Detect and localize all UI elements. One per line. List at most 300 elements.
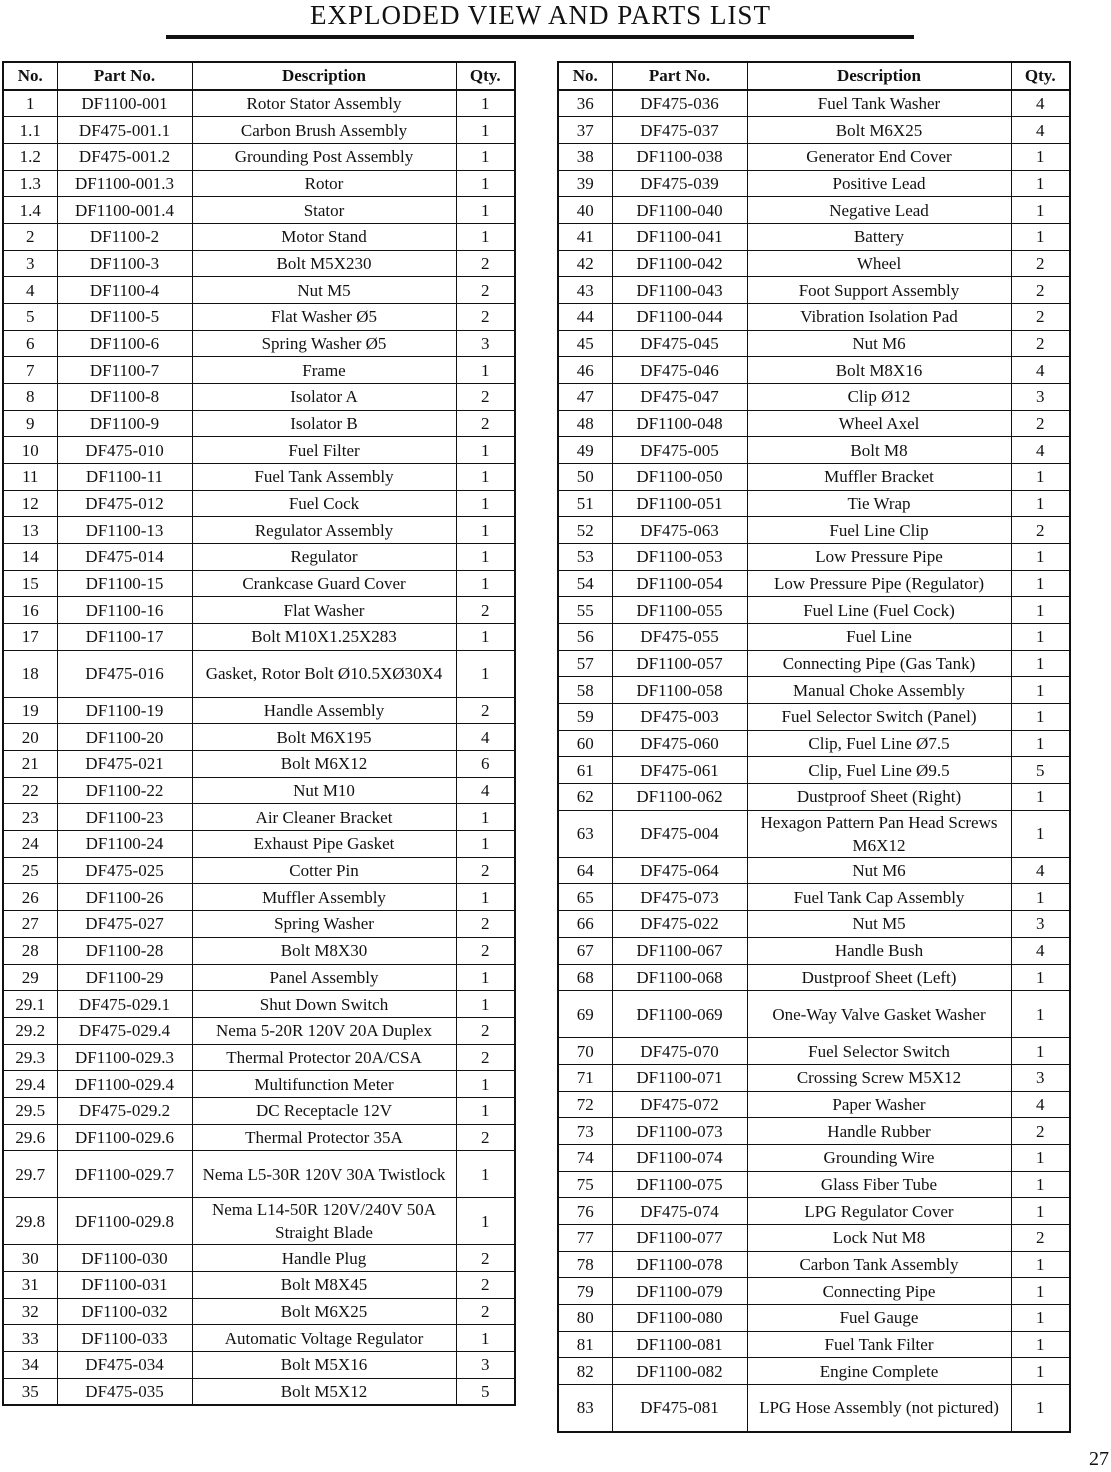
table-row [3, 697, 515, 724]
cell-no: 25 [3, 857, 57, 884]
cell-no: 71 [558, 1064, 612, 1091]
cell-no: 49 [558, 437, 612, 464]
cell-no: 46 [558, 357, 612, 384]
cell-part: DF1100-7 [57, 357, 192, 384]
cell-qty: 1 [456, 964, 515, 991]
cell-desc: Positive Lead [747, 170, 1011, 197]
cell-part: DF475-029.4 [57, 1017, 192, 1044]
cell-desc: Lock Nut M8 [747, 1224, 1011, 1251]
cell-desc: Vibration Isolation Pad [747, 304, 1011, 331]
table-row [3, 1071, 515, 1098]
cell-no: 65 [558, 884, 612, 911]
cell-desc: Paper Washer [747, 1091, 1011, 1118]
cell-part: DF475-021 [57, 751, 192, 778]
cell-part: DF475-003 [612, 704, 747, 731]
table-row [3, 624, 515, 651]
cell-desc: Bolt M5X12 [192, 1378, 456, 1405]
cell-part: DF1100-3 [57, 250, 192, 277]
cell-qty: 1 [1011, 624, 1070, 651]
table-row [3, 490, 515, 517]
cell-no: 18 [3, 650, 57, 697]
cell-part: DF1100-050 [612, 464, 747, 491]
cell-qty: 1 [456, 224, 515, 251]
parts-table-left [2, 61, 516, 1406]
table-row [3, 384, 515, 411]
cell-part: DF1100-040 [612, 197, 747, 224]
cell-part: DF1100-082 [612, 1358, 747, 1385]
cell-no: 83 [558, 1384, 612, 1432]
cell-qty: 2 [456, 1245, 515, 1272]
page-number: 27 [1089, 1448, 1109, 1470]
cell-part: DF1100-13 [57, 517, 192, 544]
cell-part: DF475-004 [612, 810, 747, 857]
table-row [558, 1091, 1070, 1118]
table-row [558, 90, 1070, 117]
table-row [558, 1171, 1070, 1198]
cell-qty: 1 [1011, 964, 1070, 991]
table-row [558, 1144, 1070, 1171]
cell-part: DF475-001.2 [57, 144, 192, 171]
cell-desc: Grounding Wire [747, 1144, 1011, 1171]
table-row [558, 1358, 1070, 1385]
cell-desc: DC Receptacle 12V [192, 1097, 456, 1124]
cell-qty: 1 [1011, 144, 1070, 171]
cell-no: 35 [3, 1378, 57, 1405]
cell-no: 57 [558, 650, 612, 677]
table-row [558, 1064, 1070, 1091]
cell-desc: Cotter Pin [192, 857, 456, 884]
table-row [3, 650, 515, 697]
cell-part: DF1100-062 [612, 784, 747, 811]
table-row [558, 1331, 1070, 1358]
table-row [3, 724, 515, 751]
cell-part: DF475-037 [612, 117, 747, 144]
cell-no: 36 [558, 90, 612, 117]
cell-no: 82 [558, 1358, 612, 1385]
cell-qty: 1 [1011, 490, 1070, 517]
cell-no: 76 [558, 1198, 612, 1225]
table-row [3, 304, 515, 331]
cell-qty: 1 [1011, 1198, 1070, 1225]
table-row [558, 250, 1070, 277]
cell-qty: 1 [456, 490, 515, 517]
cell-qty: 2 [456, 410, 515, 437]
cell-desc: Dustproof Sheet (Right) [747, 784, 1011, 811]
cell-desc: Nut M5 [192, 277, 456, 304]
cell-qty: 1 [1011, 1331, 1070, 1358]
cell-qty: 2 [1011, 1224, 1070, 1251]
title-underline [166, 35, 914, 39]
cell-part: DF1100-15 [57, 570, 192, 597]
cell-no: 1.4 [3, 197, 57, 224]
cell-part: DF475-039 [612, 170, 747, 197]
cell-no: 1.2 [3, 144, 57, 171]
cell-desc: Bolt M6X195 [192, 724, 456, 751]
cell-desc: Thermal Protector 20A/CSA [192, 1044, 456, 1071]
cell-no: 21 [3, 751, 57, 778]
cell-part: DF475-001.1 [57, 117, 192, 144]
cell-desc: Fuel Selector Switch [747, 1038, 1011, 1065]
cell-no: 24 [3, 831, 57, 858]
table-row [558, 1224, 1070, 1251]
cell-qty: 1 [1011, 197, 1070, 224]
cell-part: DF1100-043 [612, 277, 747, 304]
cell-qty: 1 [1011, 1304, 1070, 1331]
cell-part: DF1100-069 [612, 991, 747, 1038]
cell-desc: Nut M10 [192, 777, 456, 804]
cell-desc: Fuel Gauge [747, 1304, 1011, 1331]
cell-desc: Fuel Tank Filter [747, 1331, 1011, 1358]
cell-desc: Stator [192, 197, 456, 224]
table-row [3, 197, 515, 224]
cell-no: 10 [3, 437, 57, 464]
table-row [558, 677, 1070, 704]
cell-desc: Fuel Selector Switch (Panel) [747, 704, 1011, 731]
cell-no: 66 [558, 911, 612, 938]
table-row [3, 831, 515, 858]
cell-desc: Bolt M6X25 [747, 117, 1011, 144]
cell-desc: Fuel Line Clip [747, 517, 1011, 544]
cell-desc: Handle Plug [192, 1245, 456, 1272]
table-row [558, 144, 1070, 171]
cell-part: DF475-012 [57, 490, 192, 517]
cell-no: 4 [3, 277, 57, 304]
cell-desc: Low Pressure Pipe [747, 544, 1011, 571]
cell-qty: 2 [456, 857, 515, 884]
cell-qty: 2 [456, 277, 515, 304]
cell-part: DF1100-033 [57, 1325, 192, 1352]
cell-no: 42 [558, 250, 612, 277]
cell-part: DF1100-032 [57, 1298, 192, 1325]
cell-desc: Gasket, Rotor Bolt Ø10.5XØ30X4 [192, 650, 456, 697]
table-row [3, 1325, 515, 1352]
cell-desc: Multifunction Meter [192, 1071, 456, 1098]
cell-qty: 1 [456, 170, 515, 197]
cell-desc: Connecting Pipe [747, 1278, 1011, 1305]
cell-qty: 2 [1011, 410, 1070, 437]
cell-part: DF1100-080 [612, 1304, 747, 1331]
table-row [558, 1304, 1070, 1331]
cell-qty: 1 [456, 831, 515, 858]
header-no: No. [558, 62, 612, 90]
cell-no: 39 [558, 170, 612, 197]
cell-part: DF475-081 [612, 1384, 747, 1432]
cell-part: DF1100-075 [612, 1171, 747, 1198]
cell-part: DF1100-041 [612, 224, 747, 251]
table-row [558, 857, 1070, 884]
cell-part: DF1100-058 [612, 677, 747, 704]
cell-qty: 1 [456, 197, 515, 224]
cell-part: DF475-035 [57, 1378, 192, 1405]
cell-desc: Hexagon Pattern Pan Head Screws M6X12 [747, 810, 1011, 857]
cell-qty: 4 [1011, 437, 1070, 464]
table-row [3, 937, 515, 964]
cell-qty: 1 [1011, 1171, 1070, 1198]
cell-qty: 5 [1011, 757, 1070, 784]
cell-qty: 1 [456, 517, 515, 544]
cell-no: 72 [558, 1091, 612, 1118]
cell-no: 59 [558, 704, 612, 731]
cell-no: 29.7 [3, 1151, 57, 1198]
cell-desc: Manual Choke Assembly [747, 677, 1011, 704]
cell-part: DF475-060 [612, 730, 747, 757]
cell-qty: 3 [1011, 1064, 1070, 1091]
cell-no: 67 [558, 937, 612, 964]
table-row [3, 544, 515, 571]
cell-no: 68 [558, 964, 612, 991]
cell-part: DF475-022 [612, 911, 747, 938]
cell-no: 48 [558, 410, 612, 437]
cell-desc: Connecting Pipe (Gas Tank) [747, 650, 1011, 677]
cell-qty: 1 [1011, 1358, 1070, 1385]
header-description: Description [192, 62, 456, 90]
cell-qty: 2 [456, 250, 515, 277]
cell-qty: 2 [456, 1271, 515, 1298]
cell-desc: Fuel Tank Cap Assembly [747, 884, 1011, 911]
cell-part: DF1100-26 [57, 884, 192, 911]
cell-desc: Bolt M5X16 [192, 1351, 456, 1378]
table-row [3, 250, 515, 277]
table-row [558, 704, 1070, 731]
cell-no: 23 [3, 804, 57, 831]
table-row [558, 650, 1070, 677]
cell-part: DF475-072 [612, 1091, 747, 1118]
cell-desc: Wheel Axel [747, 410, 1011, 437]
cell-part: DF1100-054 [612, 570, 747, 597]
cell-part: DF475-029.2 [57, 1097, 192, 1124]
cell-desc: Bolt M8X30 [192, 937, 456, 964]
cell-no: 58 [558, 677, 612, 704]
cell-part: DF475-014 [57, 544, 192, 571]
cell-no: 5 [3, 304, 57, 331]
cell-no: 29.8 [3, 1198, 57, 1245]
cell-qty: 4 [456, 724, 515, 751]
cell-no: 29.2 [3, 1017, 57, 1044]
cell-desc: Shut Down Switch [192, 991, 456, 1018]
cell-no: 64 [558, 857, 612, 884]
table-row [3, 1198, 515, 1245]
cell-qty: 2 [456, 1017, 515, 1044]
table-row [3, 464, 515, 491]
cell-part: DF475-047 [612, 384, 747, 411]
header-description: Description [747, 62, 1011, 90]
cell-part: DF1100-19 [57, 697, 192, 724]
cell-no: 29.1 [3, 991, 57, 1018]
cell-no: 32 [3, 1298, 57, 1325]
cell-qty: 1 [1011, 1278, 1070, 1305]
table-row [3, 1271, 515, 1298]
cell-no: 6 [3, 330, 57, 357]
cell-qty: 2 [456, 937, 515, 964]
cell-part: DF1100-029.8 [57, 1198, 192, 1245]
cell-desc: Muffler Bracket [747, 464, 1011, 491]
cell-qty: 1 [456, 570, 515, 597]
table-row [3, 117, 515, 144]
cell-no: 3 [3, 250, 57, 277]
cell-qty: 1 [1011, 544, 1070, 571]
cell-desc: Motor Stand [192, 224, 456, 251]
cell-desc: Regulator [192, 544, 456, 571]
cell-no: 41 [558, 224, 612, 251]
cell-desc: Battery [747, 224, 1011, 251]
cell-qty: 1 [1011, 704, 1070, 731]
cell-part: DF475-045 [612, 330, 747, 357]
cell-qty: 4 [1011, 937, 1070, 964]
cell-no: 61 [558, 757, 612, 784]
cell-desc: Regulator Assembly [192, 517, 456, 544]
header-qty: Qty. [1011, 62, 1070, 90]
cell-desc: LPG Hose Assembly (not pictured) [747, 1384, 1011, 1432]
cell-part: DF1100-068 [612, 964, 747, 991]
cell-desc: Bolt M10X1.25X283 [192, 624, 456, 651]
cell-qty: 2 [1011, 517, 1070, 544]
table-row [3, 1298, 515, 1325]
cell-no: 29.4 [3, 1071, 57, 1098]
cell-desc: Flat Washer [192, 597, 456, 624]
cell-desc: Negative Lead [747, 197, 1011, 224]
cell-desc: Nut M6 [747, 330, 1011, 357]
table-row [558, 330, 1070, 357]
cell-no: 15 [3, 570, 57, 597]
cell-part: DF475-025 [57, 857, 192, 884]
table-row [558, 304, 1070, 331]
table-row [3, 1351, 515, 1378]
cell-desc: Bolt M6X12 [192, 751, 456, 778]
cell-no: 14 [3, 544, 57, 571]
cell-desc: Panel Assembly [192, 964, 456, 991]
table-row [558, 1384, 1070, 1432]
cell-part: DF1100-078 [612, 1251, 747, 1278]
cell-part: DF475-061 [612, 757, 747, 784]
cell-part: DF1100-28 [57, 937, 192, 964]
cell-desc: Fuel Cock [192, 490, 456, 517]
cell-qty: 1 [1011, 784, 1070, 811]
cell-no: 1.3 [3, 170, 57, 197]
cell-desc: Clip, Fuel Line Ø7.5 [747, 730, 1011, 757]
cell-part: DF1100-22 [57, 777, 192, 804]
table-row [558, 517, 1070, 544]
cell-desc: Crossing Screw M5X12 [747, 1064, 1011, 1091]
table-row [3, 224, 515, 251]
cell-desc: Grounding Post Assembly [192, 144, 456, 171]
cell-part: DF1100-17 [57, 624, 192, 651]
table-row [3, 517, 515, 544]
cell-no: 45 [558, 330, 612, 357]
cell-no: 53 [558, 544, 612, 571]
table-row [558, 810, 1070, 857]
cell-part: DF1100-071 [612, 1064, 747, 1091]
cell-desc: Nema L14-50R 120V/240V 50A Straight Blade [192, 1198, 456, 1245]
page-title: EXPLODED VIEW AND PARTS LIST [310, 0, 771, 30]
cell-no: 50 [558, 464, 612, 491]
table-row [558, 197, 1070, 224]
cell-part: DF1100-029.7 [57, 1151, 192, 1198]
cell-no: 29 [3, 964, 57, 991]
cell-part: DF475-070 [612, 1038, 747, 1065]
cell-desc: Muffler Assembly [192, 884, 456, 911]
cell-part: DF475-016 [57, 650, 192, 697]
cell-no: 79 [558, 1278, 612, 1305]
cell-desc: Flat Washer Ø5 [192, 304, 456, 331]
cell-no: 37 [558, 117, 612, 144]
cell-qty: 1 [456, 1151, 515, 1198]
cell-desc: Fuel Tank Washer [747, 90, 1011, 117]
parts-rows-left [3, 90, 515, 1406]
table-row [558, 490, 1070, 517]
cell-part: DF1100-073 [612, 1118, 747, 1145]
cell-desc: Crankcase Guard Cover [192, 570, 456, 597]
cell-no: 52 [558, 517, 612, 544]
cell-qty: 1 [456, 1071, 515, 1098]
cell-desc: Clip Ø12 [747, 384, 1011, 411]
cell-desc: Carbon Tank Assembly [747, 1251, 1011, 1278]
cell-part: DF1100-029.3 [57, 1044, 192, 1071]
cell-part: DF1100-29 [57, 964, 192, 991]
cell-desc: Isolator A [192, 384, 456, 411]
cell-no: 29.3 [3, 1044, 57, 1071]
header-no: No. [3, 62, 57, 90]
cell-part: DF475-046 [612, 357, 747, 384]
cell-no: 74 [558, 1144, 612, 1171]
cell-desc: Fuel Line [747, 624, 1011, 651]
table-row [558, 730, 1070, 757]
table-row [3, 884, 515, 911]
table-row [558, 1278, 1070, 1305]
cell-no: 75 [558, 1171, 612, 1198]
cell-no: 78 [558, 1251, 612, 1278]
cell-part: DF1100-24 [57, 831, 192, 858]
cell-desc: Foot Support Assembly [747, 277, 1011, 304]
table-row [558, 884, 1070, 911]
table-row [3, 1245, 515, 1272]
table-row [3, 437, 515, 464]
cell-qty: 1 [456, 1325, 515, 1352]
cell-qty: 4 [1011, 857, 1070, 884]
cell-desc: Rotor Stator Assembly [192, 90, 456, 117]
cell-no: 69 [558, 991, 612, 1038]
cell-part: DF1100-048 [612, 410, 747, 437]
table-header-row [558, 62, 1070, 90]
cell-no: 12 [3, 490, 57, 517]
table-row [3, 144, 515, 171]
cell-qty: 2 [1011, 277, 1070, 304]
cell-no: 81 [558, 1331, 612, 1358]
cell-no: 47 [558, 384, 612, 411]
cell-desc: Engine Complete [747, 1358, 1011, 1385]
cell-desc: Thermal Protector 35A [192, 1124, 456, 1151]
cell-part: DF1100-079 [612, 1278, 747, 1305]
cell-part: DF475-064 [612, 857, 747, 884]
table-row [558, 1251, 1070, 1278]
table-row [558, 544, 1070, 571]
cell-no: 70 [558, 1038, 612, 1065]
table-row [3, 911, 515, 938]
cell-part: DF1100-8 [57, 384, 192, 411]
table-row [558, 597, 1070, 624]
cell-qty: 1 [456, 464, 515, 491]
cell-desc: Bolt M5X230 [192, 250, 456, 277]
cell-desc: Carbon Brush Assembly [192, 117, 456, 144]
cell-qty: 1 [456, 544, 515, 571]
cell-desc: Nema 5-20R 120V 20A Duplex [192, 1017, 456, 1044]
cell-no: 9 [3, 410, 57, 437]
cell-qty: 1 [456, 650, 515, 697]
cell-desc: Automatic Voltage Regulator [192, 1325, 456, 1352]
table-row [3, 170, 515, 197]
cell-desc: Wheel [747, 250, 1011, 277]
table-row [558, 117, 1070, 144]
cell-qty: 1 [456, 437, 515, 464]
